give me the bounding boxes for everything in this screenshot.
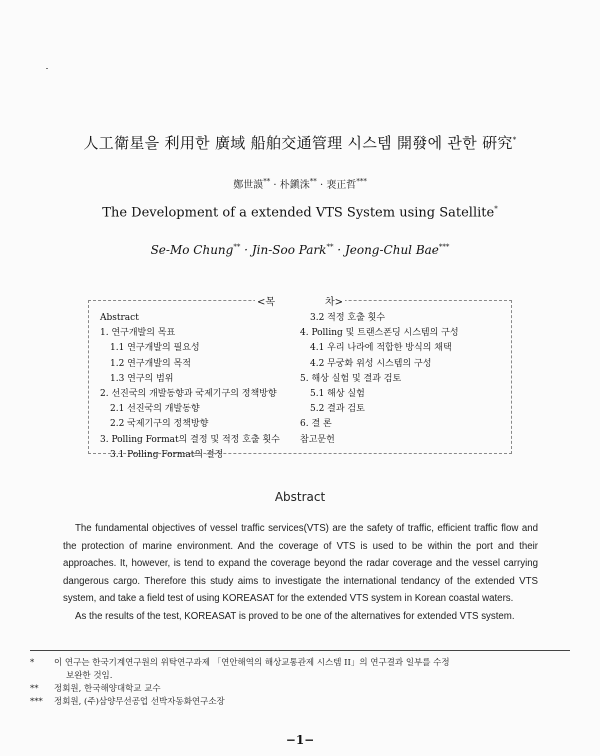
- toc-item: 1.2 연구개발의 목적: [110, 358, 191, 369]
- toc-item: 2. 선진국의 개발동향과 국제기구의 정책방향: [100, 389, 277, 400]
- english-title: The Development of a extended VTS System using Satellite*: [102, 205, 498, 221]
- table-of-contents: [88, 297, 512, 460]
- toc-item: 4.2 무궁화 위성 시스템의 구성: [310, 358, 432, 369]
- author-ko-3: 裵正哲: [326, 180, 357, 191]
- toc-item: Abstract: [100, 313, 139, 323]
- footnotes: [30, 657, 570, 709]
- abstract-body: [63, 520, 538, 625]
- toc-item: 6. 결 론: [300, 419, 332, 430]
- toc-heading: <목 차>: [256, 297, 344, 308]
- toc-item: 2.1 선진국의 개발동향: [110, 404, 200, 415]
- toc-item: 참고문헌: [300, 434, 335, 445]
- toc-right-column: [300, 311, 505, 448]
- toc-item: 1.1 연구개발의 필요성: [110, 343, 200, 354]
- page-number: −1−: [285, 733, 315, 747]
- toc-item: 5.1 해상 실험: [310, 389, 365, 400]
- korean-authors: 鄭世謨** · 朴鎭洙** · 裵正哲***: [233, 177, 367, 191]
- author-ko-2: 朴鎭洙: [279, 180, 310, 191]
- toc-item: 5.2 결과 검토: [310, 404, 365, 415]
- footnote: *** 정회원, (주)삼양무선공업 선박자동화연구소장: [30, 697, 225, 707]
- english-authors: Se-Mo Chung** · Jin-Soo Park** · Jeong-Chul Bae***: [150, 243, 450, 257]
- toc-item: 3. Polling Format의 결정 및 적정 호출 횟수: [100, 434, 280, 445]
- author-en-3: Jeong-Chul Bae: [344, 243, 439, 257]
- author-ko-1: 鄭世謨: [233, 180, 264, 191]
- toc-item: 3.1 Polling Format의 결정: [110, 449, 224, 460]
- footnote: ** 정회원, 한국해양대학교 교수: [30, 684, 161, 694]
- toc-item: 4.1 우리 나라에 적합한 방식의 채택: [310, 343, 452, 354]
- toc-item: 4. Polling 및 트랜스폰딩 시스템의 구성: [300, 328, 459, 339]
- abstract-paragraph: As the results of the test, KOREASAT is proved to be one of the alternatives for extended VTS system.: [75, 610, 515, 622]
- toc-item: 1. 연구개발의 목표: [100, 328, 176, 339]
- toc-item: 2.2 국제기구의 정책방향: [110, 419, 209, 430]
- toc-item: 3.2 적정 호출 횟수: [310, 313, 386, 323]
- author-en-2: Jin-Soo Park: [251, 243, 327, 257]
- footnote-continuation: 보완한 것임.: [66, 671, 113, 681]
- footnote: * 이 연구는 한국기계연구원의 위탁연구과제 「연안해역의 해상교통관제 시스템 II」의 연구결과 일부를 수정: [30, 658, 450, 668]
- toc-left-column: [100, 311, 300, 463]
- scan-speck: [46, 68, 48, 69]
- korean-title: 人工衛星을 利用한 廣域 船舶交通管理 시스템 開發에 관한 硏究*: [83, 134, 517, 152]
- author-en-1: Se-Mo Chung: [150, 243, 234, 257]
- toc-item: 1.3 연구의 범위: [110, 373, 174, 384]
- abstract-heading: Abstract: [274, 490, 326, 504]
- toc-item: 5. 해상 실험 및 결과 검토: [300, 373, 402, 384]
- abstract-paragraph: The fundamental objectives of vessel traffic services(VTS) are the safety of traffic, efficient traffic flow and the protection of marine environment. And the coverage of VTS is used to be within the port and their approaches. It, however, is tend to expand the coverage beyond the radar coverage and the vessel carrying dangerous cargo. Therefore this study aims to investigate the international tendancy of the extended VTS system, and take a field test of using KOREASAT for the extended VTS system in Korean coastal waters.: [63, 523, 538, 604]
- footnote-divider: [30, 650, 570, 651]
